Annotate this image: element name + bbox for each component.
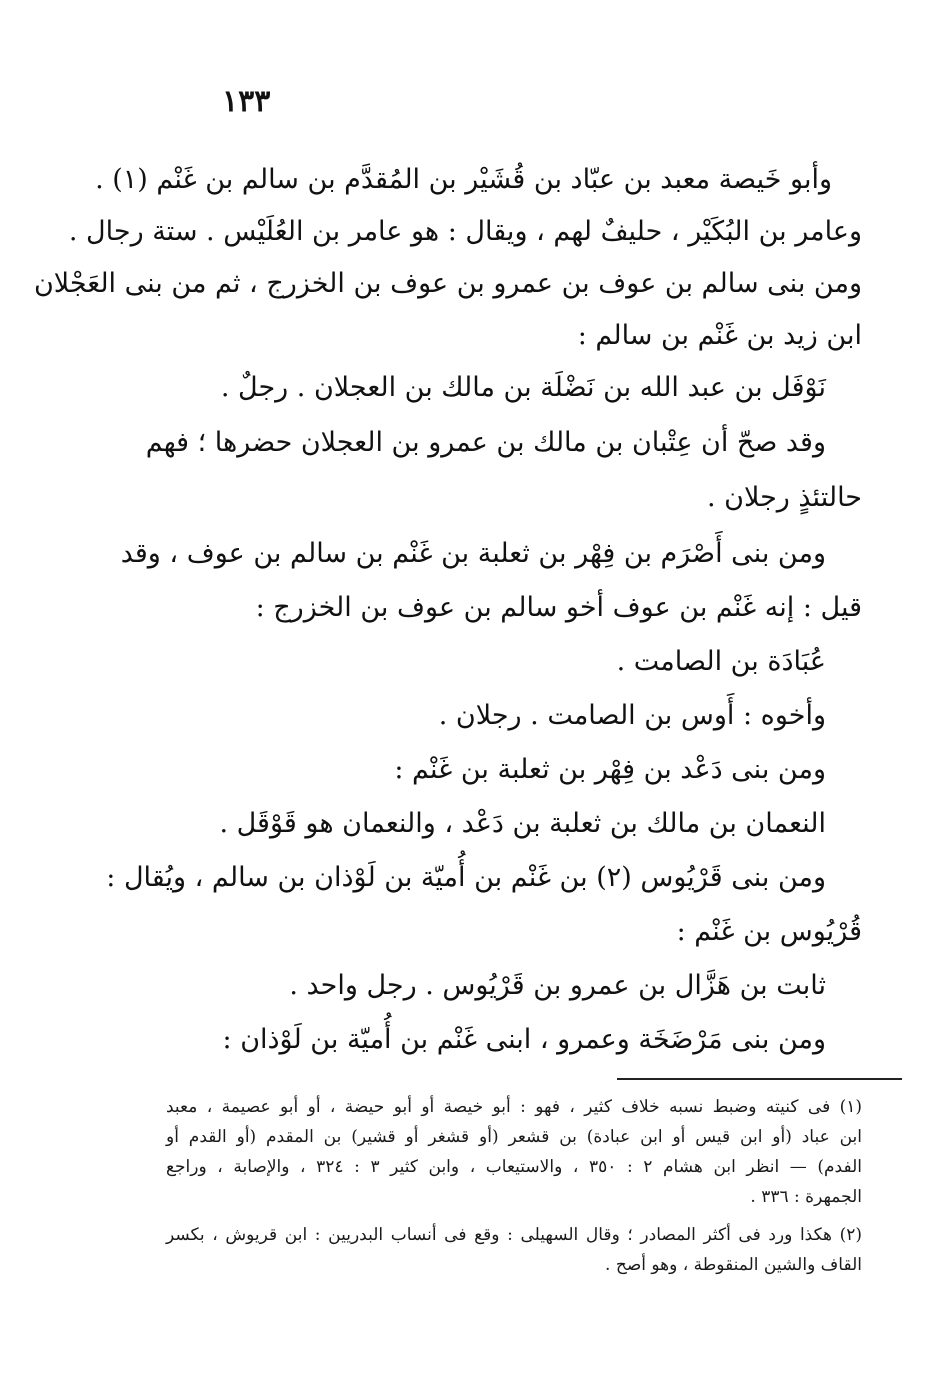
body-line-6: وقد صحّ أن عِتْبان بن مالك بن عمرو بن العجلان حضرها ؛ فهم (145, 427, 826, 458)
footnote-2-line-1: (٢) هكذا ورد فى أكثر المصادر ؛ وقال السهيلى : وقع فى أنساب البدريين : ابن قريوش ، بكسر (166, 1225, 862, 1245)
body-line-2: وعامر بن البُكَيْر ، حليفٌ لهم ، ويقال : هو عامر بن العُلَيْس . ستة رجال . (68, 216, 862, 247)
footnote-1-line-2: ابن عباد (أو ابن قيس أو ابن عبادة) بن قشعر (أو قشغر أو قشير) بن المقدم (أو القدم أو (166, 1127, 863, 1147)
body-line-15: قُرْيُوس بن غَنْم : (676, 916, 862, 947)
body-line-13: النعمان بن مالك بن ثعلبة بن دَعْد ، والنعمان هو قَوْقَل . (219, 808, 826, 839)
footnote-2-line-2: القاف والشين المنقوطة ، وهو أصح . (605, 1255, 862, 1275)
body-line-9: قيل : إنه غَنْم بن عوف أخو سالم بن عوف بن الخزرج : (255, 592, 862, 623)
body-line-11: وأخوه : أَوس بن الصامت . رجلان . (438, 700, 826, 731)
body-line-5: نَوْفَل بن عبد الله بن نَضْلَة بن مالك بن العجلان . رجلٌ . (220, 372, 826, 403)
body-line-7: حالتئذٍ رجلان . (706, 482, 862, 513)
body-line-14: ومن بنى قَرْيُوس (٢) بن غَنْم بن أُميّة بن لَوْذان بن سالم ، ويُقال : (106, 862, 826, 893)
body-line-17: ومن بنى مَرْضَخَة وعمرو ، ابنى غَنْم بن أُميّة بن لَوْذان : (222, 1024, 826, 1055)
body-line-8: ومن بنى أَصْرَم بن فِهْر بن ثعلبة بن غَنْم بن سالم بن عوف ، وقد (120, 538, 826, 569)
footnote-1-line-4: الجمهرة : ٣٣٦ . (750, 1187, 862, 1207)
footnote-divider (617, 1078, 902, 1080)
body-line-10: عُبَادَة بن الصامت . (616, 646, 826, 677)
page-number: ١٣٣ (222, 84, 271, 119)
body-line-4: ابن زيد بن غَنْم بن سالم : (577, 320, 862, 351)
footnote-1-line-3: الفدم) — انظر ابن هشام ٢ : ٣٥٠ ، والاستيعاب ، وابن كثير ٣ : ٣٢٤ ، والإصابة ، وراجع (166, 1157, 862, 1177)
body-line-3: ومن بنى سالم بن عوف بن عمرو بن عوف بن الخزرج ، ثم من بنى العَجْلان (33, 268, 862, 299)
body-line-12: ومن بنى دَعْد بن فِهْر بن ثعلبة بن غَنْم : (394, 754, 826, 785)
footnote-1-line-1: (١) فى كنيته وضبط نسبه خلاف كثير ، فهو : أبو خيصة أو أبو حيضة ، أو أبو عصيمة ، معبد (166, 1097, 862, 1117)
body-line-1: وأبو خَيصة معبد بن عبّاد بن قُشَيْر بن المُقدَّم بن سالم بن غَنْم (١) . (95, 164, 832, 195)
body-line-16: ثابت بن هَزَّال بن عمرو بن قَرْيُوس . رجل واحد . (289, 970, 826, 1001)
